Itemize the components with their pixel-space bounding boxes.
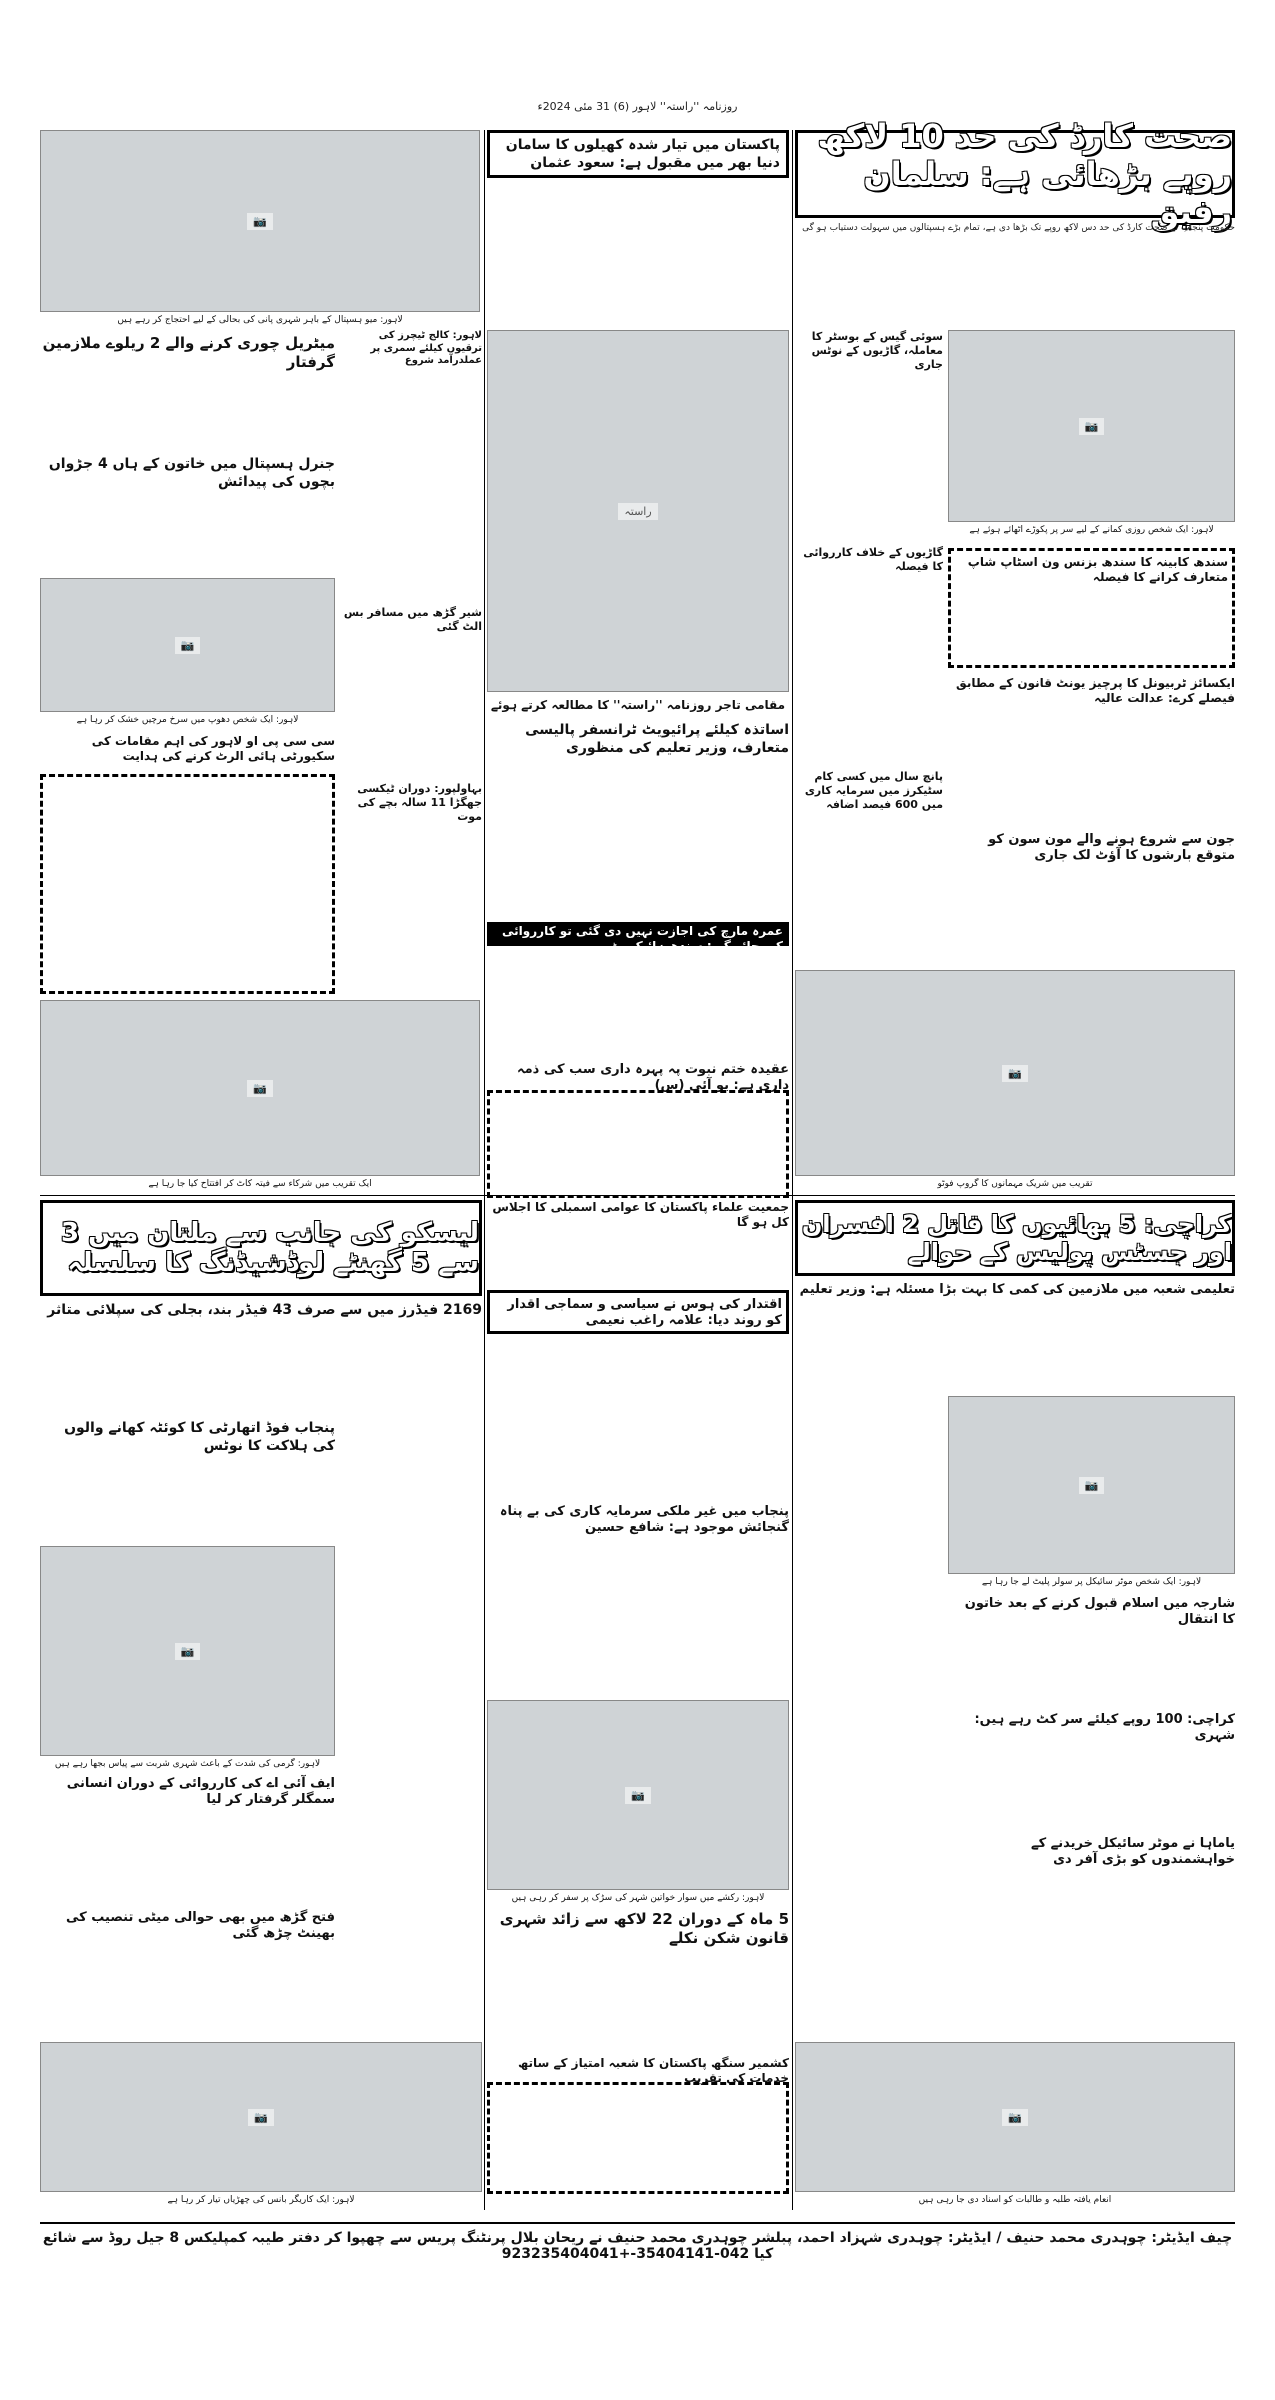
bottom-right-headline-2: شارجہ میں اسلام قبول کرنے کے بعد خاتون کا انتقال bbox=[964, 1596, 1235, 1628]
right-headline-6: پانچ سال میں کسی کام سٹیکرز میں سرمایہ کاری میں 600 فیصد اضافہ bbox=[804, 770, 943, 811]
bottom-left-body1 bbox=[40, 1326, 482, 1416]
bottom-left-photo-caption: لاہور: گرمی کی شدت کے باعث شہری شربت سے پیاس بجھا رہے ہیں bbox=[54, 1759, 321, 1769]
center-body-2 bbox=[487, 750, 789, 920]
right-headline-4: ایکسائز ٹربیونل کا پرچیز یونٹ قانون کے مطابق فیصلے کرے: عدالت عالیہ bbox=[956, 676, 1235, 705]
bottom-left-headline-4: ایف آئی اے کی کارروائی کے دوران انسانی سمگلر گرفتار کر لیا bbox=[66, 1776, 335, 1808]
left-photo-2 bbox=[40, 578, 335, 712]
bottom-right-body4 bbox=[948, 1878, 1235, 2038]
bottom-right-body1 bbox=[948, 1312, 1235, 1392]
bottom-right-photo-2-caption: انعام یافتہ طلبہ و طالبات کو اسناد دی جا رہی ہیں bbox=[918, 2195, 1112, 2205]
top-right-photo bbox=[948, 330, 1235, 522]
footer-rule bbox=[40, 2222, 1235, 2224]
mid-right-photo bbox=[795, 970, 1235, 1176]
bottom-left-headline-5: فتح گڑھ میں بھی حوالی میٹی تنصیب کی بھینٹ چڑھ گئی bbox=[66, 1910, 335, 1942]
photo-bamboo-label: 📷 bbox=[248, 2109, 274, 2126]
left-photo-2-caption: لاہور: ایک شخص دھوپ میں سرخ مرچیں خشک کر رہا ہے bbox=[76, 715, 299, 725]
bottom-mid-photo bbox=[487, 1700, 789, 1890]
right-body-1 bbox=[795, 362, 943, 542]
bottom-right-headline-3: کراچی: 100 روپے کیلئے سر کٹ رہے ہیں: شہری bbox=[974, 1712, 1235, 1744]
left-body-3 bbox=[40, 774, 335, 994]
mid-headline-1: لاہور: کالج ٹیچرز کی ترقیوں کیلئے سمری پر عملدرآمد شروع bbox=[370, 330, 482, 366]
bottom-mid-body4 bbox=[487, 1942, 789, 2052]
photo-result-label: 📷 bbox=[1002, 2109, 1028, 2126]
bottom-mid-headline-3: پنجاب میں غیر ملکی سرمایہ کاری کی بے پناہ گنجائش موجود ہے: شافع حسین bbox=[499, 1504, 789, 1536]
bottom-right-mid-col bbox=[795, 1312, 943, 1912]
mid-left-photo bbox=[40, 1000, 480, 1176]
bottom-left-sub1: 2169 فیڈرز میں سے صرف 43 فیڈر بند، بجلی کی سپلائی متاثر bbox=[47, 1302, 482, 1318]
right-body-2 bbox=[795, 578, 943, 768]
bottom-right-photo-2 bbox=[795, 2042, 1235, 2192]
right-headline-2: گاڑیوں کے خلاف کارروائی کا فیصلہ bbox=[803, 546, 943, 573]
bottom-right-photo-caption: لاہور: ایک شخص موٹر سائیکل پر سولر پلیٹ لے جا رہا ہے bbox=[981, 1577, 1202, 1587]
center-headline-2: اساتذہ کیلئے پرائیویٹ ٹرانسفر پالیسی متعارف، وزیر تعلیم کی منظوری bbox=[525, 722, 789, 756]
bottom-mid-body2 bbox=[487, 1338, 789, 1500]
center-body-1 bbox=[487, 182, 789, 322]
bottom-right-banner: کراچی: 5 بھائیوں کا قاتل 2 افسران اور جسٹس پولیس کے حوالے bbox=[795, 1200, 1235, 1276]
center-photo bbox=[487, 330, 789, 692]
bottom-mid-body1 bbox=[487, 1226, 789, 1286]
main-lead: حکومت پنجاب نے صحت کارڈ کی حد دس لاکھ روپے تک بڑھا دی ہے، تمام بڑے ہسپتالوں میں سہولت دستیاب ہو گی bbox=[802, 223, 1235, 233]
bottom-mid-headline-4: 5 ماہ کے دوران 22 لاکھ سے زائد شہری قانون شکن نکلے bbox=[499, 1910, 789, 1947]
section-rule bbox=[40, 1195, 1235, 1196]
left-body-2 bbox=[40, 504, 335, 574]
photo-vendor-label: 📷 bbox=[1079, 418, 1105, 435]
mid-headline-2: شیر گڑھ میں مسافر بس الٹ گئی bbox=[343, 606, 482, 633]
center-photo-label: راستہ bbox=[618, 503, 657, 520]
bottom-left-photo-2-caption: لاہور: ایک کاریگر بانس کی چھڑیاں تیار کر رہا ہے bbox=[167, 2195, 355, 2205]
mid-headline-3: بہاولپور: دوران ٹیکسی جھگڑا 11 سالہ بچے کی موت bbox=[357, 782, 482, 823]
column-rule-1 bbox=[484, 130, 485, 2210]
center-photo-caption: مقامی تاجر روزنامہ ''راستہ'' کا مطالعہ کرتے ہوئے bbox=[490, 698, 786, 712]
mid-left-photo-caption: ایک تقریب میں شرکاء سے فیتہ کاٹ کر افتتاح کیا جا رہا ہے bbox=[148, 1179, 372, 1189]
photo-solar-label: 📷 bbox=[1079, 1477, 1105, 1494]
bottom-left-photo-2 bbox=[40, 2042, 482, 2192]
bottom-left-body5 bbox=[40, 1948, 335, 2038]
photo-crowd-label: 📷 bbox=[247, 213, 273, 230]
masthead: روزنامہ ''راستہ'' لاہور (6) 31 مئی 2024ء bbox=[537, 100, 738, 113]
mid-body-3 bbox=[340, 834, 482, 994]
bottom-left-body2 bbox=[40, 1444, 335, 1544]
photo-rickshaw-label: 📷 bbox=[625, 1787, 651, 1804]
bottom-mid-photo-caption: لاہور: رکشے میں سوار خواتین شہر کی سڑک پر سفر کر رہی ہیں bbox=[511, 1893, 765, 1903]
mid-right-photo-caption: تقریب میں شریک مہمانوں کا گروپ فوٹو bbox=[937, 1179, 1093, 1189]
bottom-mid-headline-5: کشمیر سنگھ پاکستان کا شعبہ امتیاز کے ساتھ خدمات کی تقریب bbox=[517, 2056, 789, 2085]
right-body-4 bbox=[948, 718, 1235, 828]
right-headline-5: جون سے شروع ہونے والے مون سون کو متوقع بارشوں کا آؤٹ لک جاری bbox=[988, 832, 1235, 864]
bottom-left-body4 bbox=[40, 1818, 335, 1908]
column-rule-2 bbox=[792, 130, 793, 2210]
bottom-mid-headline-1: جمعیت علماء پاکستان کا عوامی اسمبلی کا اجلاس کل ہو گا bbox=[492, 1200, 789, 1229]
right-headline-3: سندھ کابینہ کا سندھ بزنس ون اسٹاپ شاپ متعارف کرانے کا فیصلہ bbox=[948, 548, 1235, 668]
bottom-right-headline-1: تعلیمی شعبہ میں ملازمین کی کمی کا بہت بڑا مسئلہ ہے: وزیر تعلیم bbox=[799, 1282, 1235, 1297]
bottom-mid-body5 bbox=[487, 2082, 789, 2194]
photo-ribbon-label: 📷 bbox=[247, 1080, 273, 1097]
footer-imprint: چیف ایڈیٹر: چوہدری محمد حنیف / ایڈیٹر: چوہدری شہزاد احمد، پبلشر چوہدری محمد حنیف نے ریحان بلال پرنٹنگ پریس سے چھپوا کر دفتر طیبہ کمپلیکس 8 جیل روڈ سے شائع کیا 042-35404141-+923235404041 bbox=[42, 2230, 1233, 2262]
center-headline-4: عقیدہ ختم نبوت پہ پہرہ داری سب کی ذمہ داری ہے: یو آئی (س) bbox=[517, 1062, 789, 1094]
left-headline-1: میٹریل چوری کرنے والے 2 ریلوے ملازمین گرفتار bbox=[42, 334, 335, 371]
mid-body-2 bbox=[340, 648, 482, 778]
center-headline: پاکستان میں تیار شدہ کھیلوں کا سامان دنیا بھر میں مقبول ہے: سعود عثمان bbox=[487, 130, 789, 178]
bottom-mid-headline-2: اقتدار کی ہوس نے سیاسی و سماجی اقدار کو روند دیا: علامہ راغب نعیمی bbox=[487, 1290, 789, 1334]
bottom-left-mid-col bbox=[340, 1420, 482, 2038]
center-headline-3: عمرہ مارچ کی اجازت نہیں دی گئی تو کارروائی کی جائے گی: سندھ ہائیکورٹ bbox=[487, 922, 789, 946]
left-headline-3: سی سی پی او لاہور کی اہم مقامات کی سکیورٹی ہائی الرٹ کرنے کی ہدایت bbox=[91, 734, 335, 763]
mid-body-1 bbox=[340, 362, 482, 602]
top-right-photo-caption: لاہور: ایک شخص روزی کمانے کے لیے سر پر پکوڑے اٹھائے ہوئے ہے bbox=[969, 525, 1214, 535]
right-headline-1: سوئی گیس کے بوسٹر کا معاملہ، گاڑیوں کے نوٹس جاری bbox=[811, 330, 943, 371]
left-headline-2: جنرل ہسپتال میں خاتون کے ہاں 4 جڑواں بچوں کی پیدائش bbox=[48, 456, 335, 490]
bottom-right-body3 bbox=[948, 1740, 1235, 1832]
right-body-5 bbox=[948, 864, 1235, 964]
bottom-mid-body3 bbox=[487, 1546, 789, 1696]
top-left-photo bbox=[40, 130, 480, 312]
photo-group-label: 📷 bbox=[1002, 1065, 1028, 1082]
photo-sharbat-label: 📷 bbox=[175, 1643, 201, 1660]
top-left-photo-caption: لاہور: میو ہسپتال کے باہر شہری پانی کی بحالی کے لیے احتجاج کر رہے ہیں bbox=[117, 315, 403, 325]
bottom-right-body2 bbox=[948, 1624, 1235, 1708]
bottom-right-photo bbox=[948, 1396, 1235, 1574]
bottom-left-sub2: پنجاب فوڈ اتھارٹی کا کوئٹہ کھانے والوں کی ہلاکت کا نوٹس bbox=[64, 1420, 335, 1454]
center-body-3 bbox=[487, 950, 789, 1060]
right-body-6 bbox=[795, 816, 943, 966]
bottom-right-headline-4: یاماہا نے موٹر سائیکل خریدنے کے خواہشمندوں کو بڑی آفر دی bbox=[1030, 1836, 1235, 1868]
bottom-left-banner: لیسکو کی جانب سے ملتان میں 3 سے 5 گھنٹے لوڈشیڈنگ کا سلسلہ bbox=[40, 1200, 482, 1296]
main-headline: صحت کارڈ کی حد 10 لاکھ روپے بڑھائی ہے: سلمان رفیق bbox=[795, 130, 1235, 218]
left-body-1 bbox=[40, 362, 335, 452]
bottom-left-photo bbox=[40, 1546, 335, 1756]
center-body-4 bbox=[487, 1090, 789, 1198]
photo-chillies-label: 📷 bbox=[175, 637, 201, 654]
